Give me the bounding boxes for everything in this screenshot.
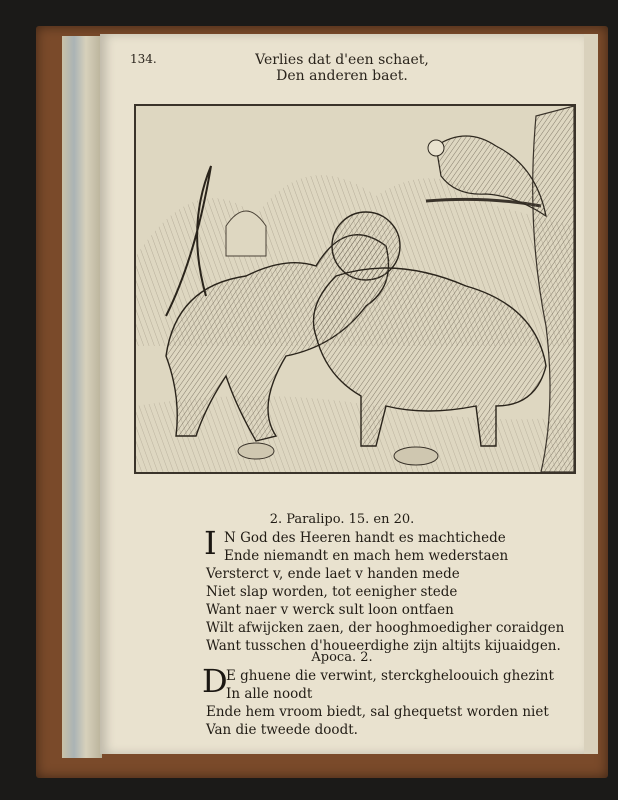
verse-1-line-1: N God des Heeren handt es machtichede xyxy=(224,530,506,546)
woodcut-illustration xyxy=(134,104,576,474)
verse-2-line-1: E ghuene die verwint, sterckgheloouich ghezint xyxy=(226,668,554,684)
book-page xyxy=(100,34,584,754)
verse-1-line-2: Ende niemandt en mach hem wederstaen xyxy=(224,548,509,564)
dropcap-d: D xyxy=(202,662,228,700)
dropcap-i: I xyxy=(204,524,217,562)
verse-1-line-4: Niet slap worden, tot eenigher stede xyxy=(206,584,458,600)
verse-1-line-3: Versterct v, ende laet v handen mede xyxy=(206,566,460,582)
facing-page-edge xyxy=(584,34,598,754)
verse-2-line-4: Van die tweede doodt. xyxy=(206,722,358,738)
reference-apocalypse: Apoca. 2. xyxy=(311,650,373,665)
verse-2-line-2: In alle noodt xyxy=(226,686,313,702)
verse-2-line-3: Ende hem vroom biedt, sal ghequetst worden niet xyxy=(206,704,549,720)
verse-1-line-5: Want naer v werck sult loon ontfaen xyxy=(206,602,454,618)
verse-1-line-6: Wilt afwijcken zaen, der hooghmoedigher coraidgen xyxy=(206,620,565,636)
reference-paralipomenon: 2. Paralipo. 15. en 20. xyxy=(269,512,415,527)
heading-line-2: Den anderen baet. xyxy=(276,68,408,84)
heading-line-1: Verlies dat d'een schaet, xyxy=(255,52,429,68)
page-number: 134. xyxy=(130,52,157,66)
verse-1-line-7: Want tusschen d'houeerdighe zijn altijts kijuaidgen. xyxy=(206,638,561,654)
page-edges xyxy=(62,36,102,758)
